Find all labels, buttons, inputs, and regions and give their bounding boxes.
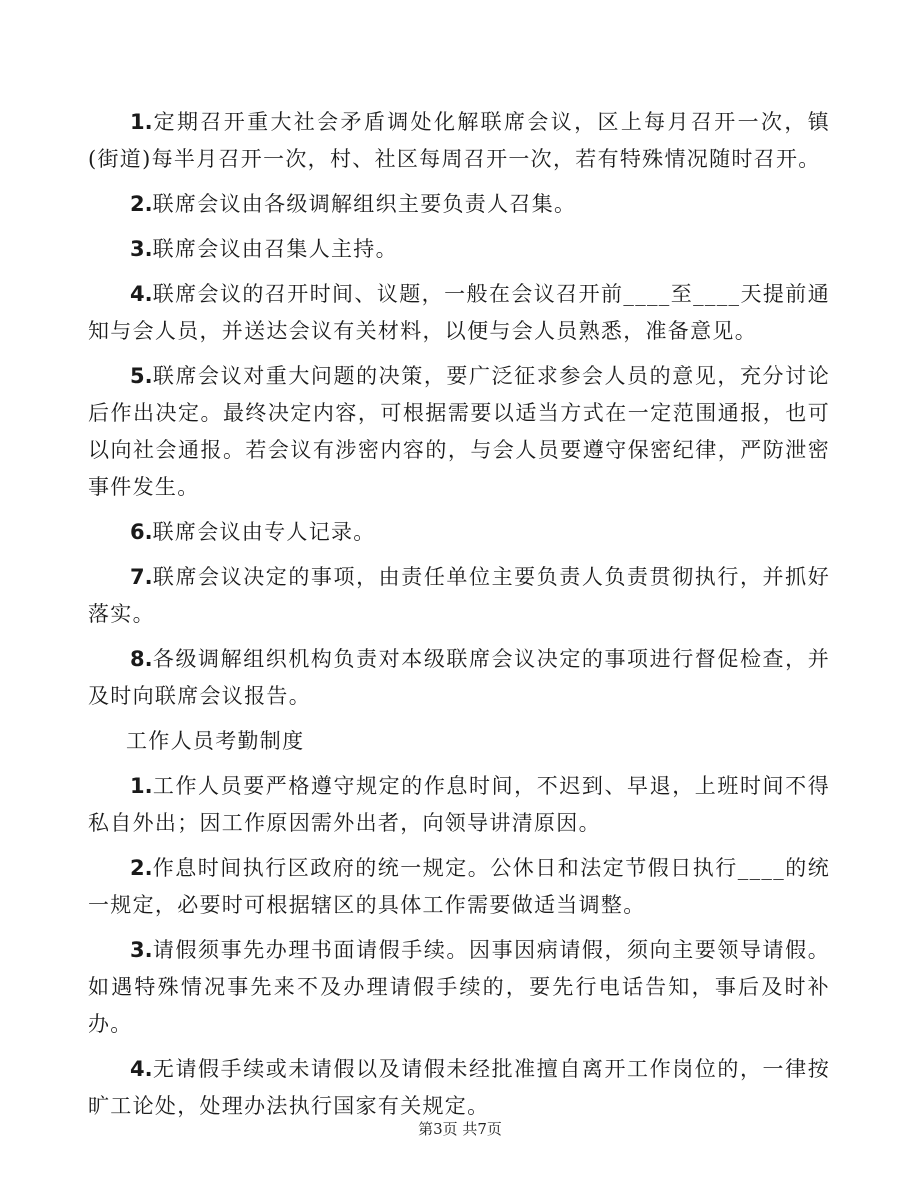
clause-7 xyxy=(88,559,830,633)
clause-number: 7. xyxy=(130,565,153,589)
clause-5 xyxy=(88,358,830,506)
clause-6 xyxy=(88,514,830,551)
page-number: 第3页 共7页 xyxy=(418,1120,502,1138)
clause-text: 联席会议对重大问题的决策，要广泛征求参会人员的意见，充分讨论后作出决定。最终决定内容，可根据需要以适当方式在一定范围通报，也可以向社会通报。若会议有涉密内容的，与会人员要遵守保密纪律，严防泄密事件发生。 xyxy=(88,364,830,499)
attendance-clause-1 xyxy=(88,768,830,842)
clause-3 xyxy=(88,231,830,268)
section-heading: 工作人员考勤制度 xyxy=(126,729,305,753)
clause-text: 无请假手续或未请假以及请假未经批准擅自离开工作岗位的，一律按旷工论处，处理办法执行国家有关规定。 xyxy=(88,1057,830,1118)
clause-number: 6. xyxy=(130,520,153,544)
clause-text: 请假须事先办理书面请假手续。因事因病请假，须向主要领导请假。如遇特殊情况事先来不及办理请假手续的，要先行电话告知，事后及时补办。 xyxy=(88,938,830,1036)
clause-number: 5. xyxy=(130,364,153,388)
clause-number: 8. xyxy=(130,647,153,671)
clause-number: 2. xyxy=(130,856,153,880)
clause-text: 联席会议的召开时间、议题，一般在会议召开前____至____天提前通知与会人员，并送达会议有关材料，以便与会人员熟悉，准备意见。 xyxy=(88,282,830,343)
clause-4 xyxy=(88,276,830,350)
clause-number: 4. xyxy=(130,1057,153,1081)
attendance-clause-4 xyxy=(88,1051,830,1125)
clause-number: 2. xyxy=(130,192,153,216)
clause-text: 作息时间执行区政府的统一规定。公休日和法定节假日执行____的统一规定，必要时可根据辖区的具体工作需要做适当调整。 xyxy=(88,856,830,917)
clause-2 xyxy=(88,186,830,223)
clause-text: 联席会议决定的事项，由责任单位主要负责人负责贯彻执行，并抓好落实。 xyxy=(88,565,830,626)
clause-text: 定期召开重大社会矛盾调处化解联席会议，区上每月召开一次，镇(街道)每半月召开一次，村、社区每周召开一次，若有特殊情况随时召开。 xyxy=(88,110,830,171)
clause-number: 1. xyxy=(130,110,153,134)
clause-number: 1. xyxy=(130,774,153,798)
clause-8 xyxy=(88,641,830,715)
clause-number: 3. xyxy=(130,237,153,261)
attendance-clause-3 xyxy=(88,932,830,1043)
clause-text: 工作人员要严格遵守规定的作息时间，不迟到、早退，上班时间不得私自外出；因工作原因需外出者，向领导讲清原因。 xyxy=(88,774,830,835)
document-body xyxy=(88,104,830,1133)
attendance-clause-2 xyxy=(88,850,830,924)
clause-number: 4. xyxy=(130,282,153,306)
clause-1 xyxy=(88,104,830,178)
clause-text: 联席会议由召集人主持。 xyxy=(152,237,398,261)
clause-text: 联席会议由专人记录。 xyxy=(152,520,376,544)
clause-text: 各级调解组织机构负责对本级联席会议决定的事项进行督促检查，并及时向联席会议报告。 xyxy=(88,647,830,708)
clause-text: 联席会议由各级调解组织主要负责人召集。 xyxy=(152,192,577,216)
clause-number: 3. xyxy=(130,938,153,962)
